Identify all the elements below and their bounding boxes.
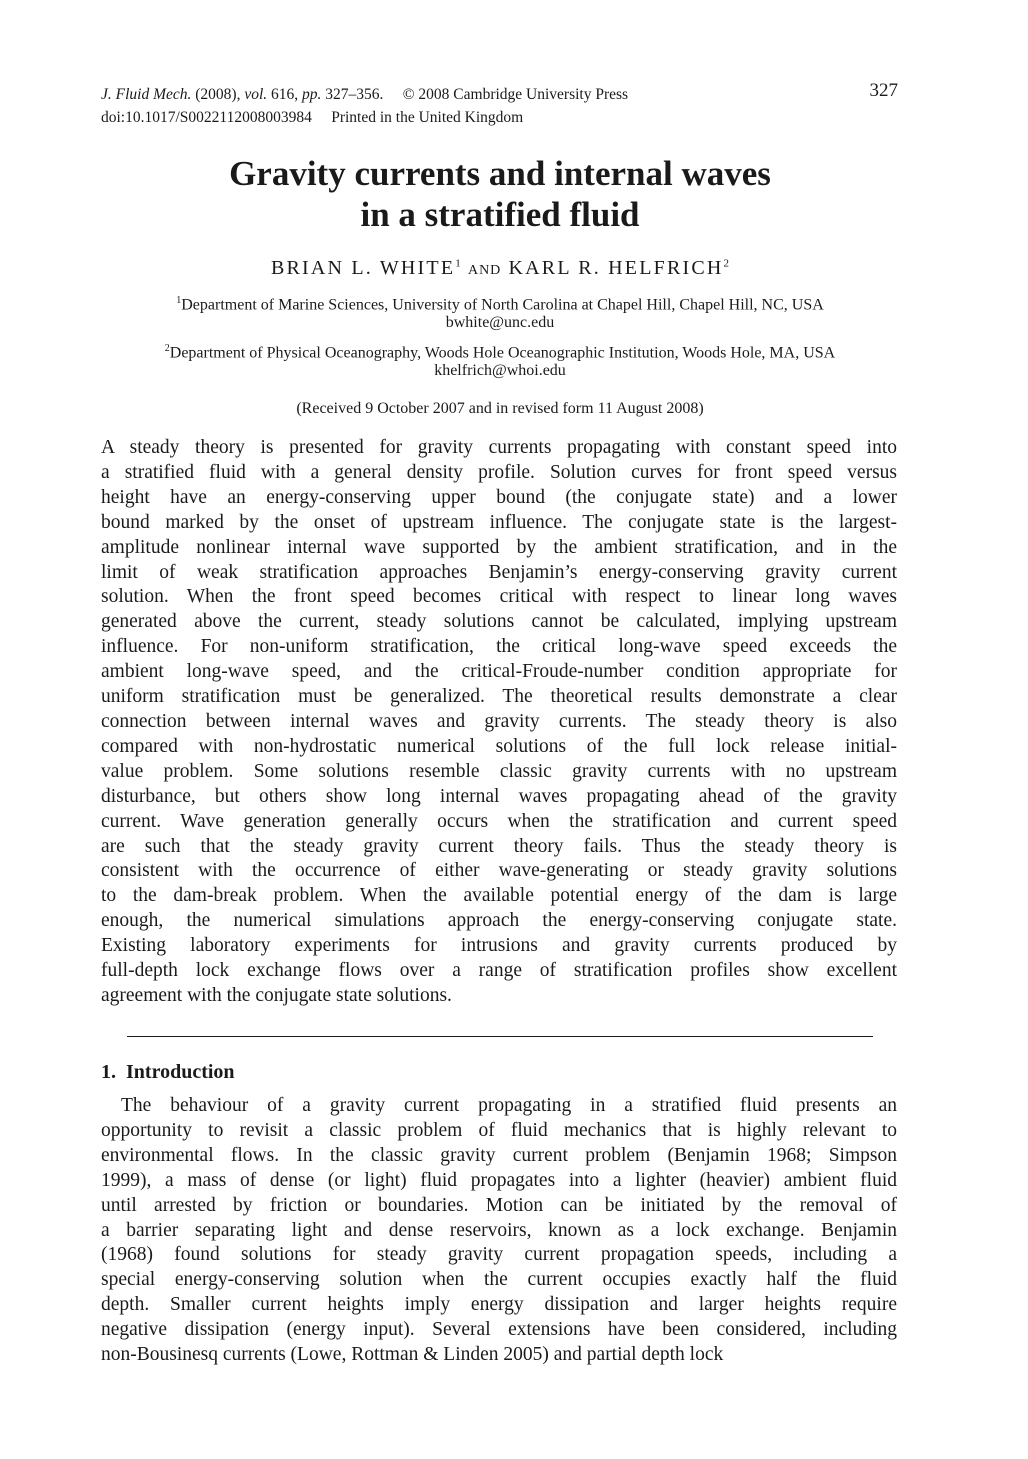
abstract-line: are such that the steady gravity current theory fails. Thus the steady theory is bbox=[101, 835, 897, 857]
abstract-line: a stratified fluid with a general density profile. Solution curves for front speed versus bbox=[101, 461, 897, 483]
affiliation-1-email: bwhite@unc.edu bbox=[445, 314, 555, 331]
abstract-line: agreement with the conjugate state solutions. bbox=[101, 984, 452, 1006]
abstract-line: solution. When the front speed becomes critical with respect to linear long waves bbox=[101, 586, 897, 608]
abstract-line: current. Wave generation generally occurs when the stratification and current speed bbox=[101, 810, 897, 832]
introduction-line: The behaviour of a gravity current propagating in a stratified fluid presents an bbox=[121, 1095, 897, 1116]
affiliation-1-text: Department of Marine Sciences, University of North Carolina at Chapel Hill, Chapel Hill, NC, USA bbox=[181, 296, 824, 314]
author-2-affiliation-marker: 2 bbox=[723, 257, 730, 270]
doi-line bbox=[101, 108, 523, 128]
author-conjunction: AND bbox=[467, 263, 502, 278]
section-title: Introduction bbox=[126, 1061, 235, 1083]
journal-year: (2008), bbox=[195, 86, 241, 103]
printed-notice: Printed in the United Kingdom bbox=[331, 109, 524, 126]
abstract-line: limit of weak stratification approaches Benjamin’s energy-conserving gravity current bbox=[101, 561, 897, 583]
affiliation-2-email: khelfrich@whoi.edu bbox=[434, 362, 566, 379]
received-dates: (Received 9 October 2007 and in revised form 11 August 2008) bbox=[296, 400, 704, 417]
author-list bbox=[0, 257, 1000, 280]
abstract-line: amplitude nonlinear internal wave supported by the ambient stratification, and in the bbox=[101, 536, 897, 558]
introduction-line: special energy-conserving solution when the current occupies exactly half the fluid bbox=[101, 1269, 897, 1291]
author-1: BRIAN L. WHITE bbox=[270, 257, 456, 279]
introduction-paragraph bbox=[101, 1094, 897, 1368]
affiliation-1-marker: 1 bbox=[176, 295, 182, 306]
introduction-line: non-Bousinesq currents (Lowe, Rottman & Linden 2005) and partial depth lock bbox=[101, 1344, 724, 1366]
paper-title-line-2: in a stratified fluid bbox=[360, 195, 640, 234]
section-heading bbox=[101, 1061, 235, 1084]
introduction-line: opportunity to revisit a classic problem of fluid mechanics that is highly relevant to bbox=[101, 1119, 897, 1141]
abstract-line: value problem. Some solutions resemble classic gravity currents with no upstream bbox=[101, 760, 897, 782]
introduction-line: negative dissipation (energy input). Several extensions have been considered, including bbox=[101, 1319, 897, 1341]
introduction-line: a barrier separating light and dense reservoirs, known as a lock exchange. Benjamin bbox=[101, 1219, 897, 1241]
abstract-line: uniform stratification must be generalized. The theoretical results demonstrate a clear bbox=[101, 686, 897, 708]
abstract-line: disturbance, but others show long internal waves propagating ahead of the gravity bbox=[101, 785, 897, 807]
journal-name: J. Fluid Mech. bbox=[101, 86, 192, 103]
page-number: 327 bbox=[869, 80, 898, 101]
author-1-affiliation-marker: 1 bbox=[455, 257, 461, 270]
doi: doi:10.1017/S0022112008003984 bbox=[101, 109, 312, 126]
introduction-line: until arrested by friction or boundaries. Motion can be initiated by the removal of bbox=[101, 1194, 897, 1216]
introduction-line: depth. Smaller current heights imply energy dissipation and larger heights require bbox=[101, 1294, 897, 1316]
abstract-line: enough, the numerical simulations approach the energy-conserving conjugate state. bbox=[101, 910, 897, 932]
paper-title-line-1: Gravity currents and internal waves bbox=[229, 154, 771, 193]
introduction-line: 1999), a mass of dense (or light) fluid propagates into a lighter (heavier) ambient fluid bbox=[101, 1169, 897, 1191]
abstract-line: height have an energy-conserving upper bound (the conjugate state) and a lower bbox=[101, 486, 897, 508]
abstract bbox=[101, 436, 897, 1009]
pages-label: pp. bbox=[302, 86, 322, 103]
affiliation-2-text: Department of Physical Oceanography, Woods Hole Oceanographic Institution, Woods Hole, MA, USA bbox=[169, 344, 836, 362]
copyright-notice: © 2008 Cambridge University Press bbox=[402, 86, 629, 103]
section-number: 1. bbox=[101, 1061, 116, 1083]
affiliation-2-marker: 2 bbox=[164, 343, 170, 354]
volume-label: vol. bbox=[244, 86, 268, 103]
abstract-line: full-depth lock exchange flows over a range of stratification profiles show excellent bbox=[101, 960, 897, 982]
abstract-line: generated above the current, steady solutions cannot be calculated, implying upstream bbox=[101, 611, 897, 633]
abstract-line: consistent with the occurrence of either wave-generating or steady gravity solutions bbox=[101, 860, 897, 882]
abstract-line: ambient long-wave speed, and the critical-Froude-number condition appropriate for bbox=[101, 661, 897, 683]
abstract-line: influence. For non-uniform stratification, the critical long-wave speed exceeds the bbox=[101, 636, 897, 658]
introduction-line: environmental flows. In the classic gravity current problem (Benjamin 1968; Simpson bbox=[101, 1144, 897, 1166]
page-range: 327–356. bbox=[325, 86, 384, 103]
abstract-line: A steady theory is presented for gravity currents propagating with constant speed into bbox=[101, 437, 897, 458]
abstract-line: compared with non-hydrostatic numerical solutions of the full lock release initial- bbox=[101, 735, 897, 757]
author-2: KARL R. HELFRICH bbox=[508, 257, 724, 279]
abstract-line: bound marked by the onset of upstream influence. The conjugate state is the largest- bbox=[101, 511, 897, 533]
introduction-line: (1968) found solutions for steady gravity current propagation speeds, including a bbox=[101, 1244, 897, 1266]
abstract-line: connection between internal waves and gravity currents. The steady theory is also bbox=[101, 710, 897, 732]
section-divider bbox=[127, 1036, 873, 1037]
abstract-line: Existing laboratory experiments for intrusions and gravity currents produced by bbox=[101, 935, 897, 957]
journal-citation bbox=[101, 85, 628, 105]
volume-number: 616, bbox=[271, 86, 299, 103]
abstract-line: to the dam-break problem. When the available potential energy of the dam is large bbox=[101, 885, 897, 907]
